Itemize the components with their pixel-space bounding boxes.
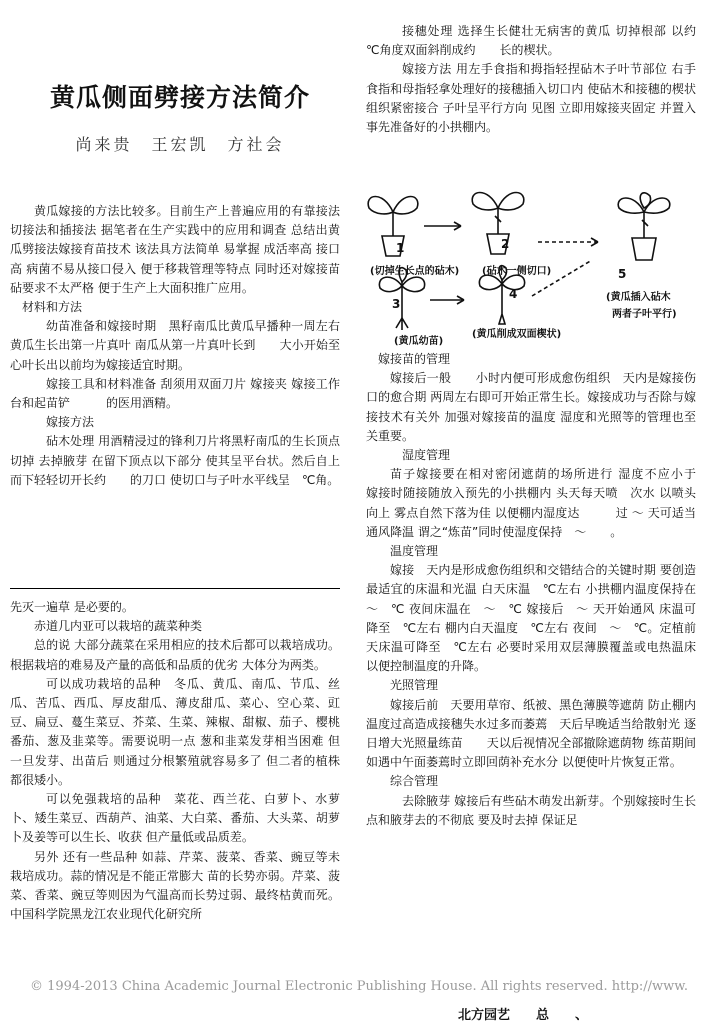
figure-caption: (砧木一侧切口) bbox=[482, 266, 552, 277]
left-bottom-column bbox=[10, 598, 340, 924]
intro-paragraph: 黄瓜嫁接的方法比较多。目前生产上普遍应用的有靠接法 切接法和插接法 据笔者在生产实践中的应用和调查 总结出黄瓜劈接法嫁接育苗技术 该法具方法简单 易掌握 成活率高 接口高 病菌不易从接口侵入 便于移栽管理等特点 同时还对嫁接苗砧要求不太严格 便于生产上大面积推广应用。 bbox=[10, 204, 340, 295]
section-heading-management: 嫁接苗的管理 bbox=[378, 352, 451, 366]
comprehensive-paragraph: 去除腋芽 嫁接后有些砧木萌发出新芽。个别嫁接时生长点和腋芽去的不彻底 要及时去掉 保证足 bbox=[366, 793, 696, 827]
article-authors: 尚来贵 王宏凯 方社会 bbox=[75, 135, 285, 154]
section-heading-materials: 材料和方法 bbox=[22, 300, 83, 315]
rootstock-paragraph: 砧木处理 用酒精浸过的锋利刀片将黑籽南瓜的生长顶点切掉 去掉腋芽 在留下顶点以下部分 使其呈平台状。然后自上而下轻轻切开长约 的刀口 使切口与子叶水平线呈 ℃角。 bbox=[10, 434, 340, 487]
light-paragraph: 嫁接后前 天要用草帘、纸被、黑色薄膜等遮荫 防止棚内温度过高造成接穗失水过多而萎蔫 天后早晚适当给散射光 逐日增大光照量练苗 天以后视情况全部撤除遮荫物 练苗期间如遇中午面萎蔫时立即回荫补充水分 以便使叶片恢复正常。 bbox=[366, 697, 696, 770]
summary-paragraph: 总的说 大部分蔬菜在采用相应的技术后都可以栽培成功。根据栽培的难易及产量的高低和品质的优劣 大体分为两类。 bbox=[10, 638, 340, 672]
subheading-comprehensive: 综合管理 bbox=[390, 774, 439, 789]
tools-paragraph: 嫁接工具和材料准备 刮须用双面刀片 嫁接夹 嫁接工作台和起苗铲 的医用酒精。 bbox=[10, 376, 340, 411]
subheading-light: 光照管理 bbox=[390, 678, 439, 693]
humidity-paragraph: 苗子嫁接要在相对密闭遮荫的场所进行 湿度不应小于 嫁接时随接随放入预先的小拱棚内 头天每天喷 次水 以喷头向上 雾点自然下落为佳 以便棚内湿度达 过 ～ 天可适当通风降温 谓之“炼苗”同时使湿度保持 ～ 。 bbox=[366, 467, 721, 539]
copyright-watermark: © 1994-2013 China Academic Journal Electronic Publishing House. All rights reserved. http://www. bbox=[30, 979, 689, 994]
figure-step-number: 2 bbox=[501, 237, 510, 251]
grafting-diagram-svg bbox=[366, 178, 701, 350]
figure-caption: (黄瓜插入砧木 bbox=[606, 292, 671, 303]
marginal-varieties-paragraph: 可以免强栽培的品种 菜花、西兰花、白萝卜、水萝卜、矮生菜豆、西葫芦、油菜、大白菜、番茄、大头菜、胡萝卜及姜等可以生长、收获 但产量低或品质差。 bbox=[10, 792, 340, 845]
scion-paragraph: 接穗处理 选择生长健壮无病害的黄瓜 切掉根部 以约 ℃角度双面斜削成约 长的楔状。 bbox=[366, 24, 709, 58]
failed-varieties-paragraph: 另外 还有一些品种 如蒜、芹菜、菠菜、香菜、豌豆等未栽培成功。蒜的情况是不能正常膨大 苗的长势亦弱。芹菜、菠菜、香菜、豌豆等则因为气温高而长势过弱、最终枯黄而死。 中国科学院黑龙江农业现代化研究所 bbox=[10, 849, 340, 922]
figure-step-number: 5 bbox=[618, 267, 627, 281]
rootstock-plant-illustration bbox=[368, 197, 418, 257]
subheading-humidity: 湿度管理 bbox=[402, 448, 451, 463]
grafted-seedling-illustration bbox=[618, 193, 670, 260]
management-paragraph: 嫁接后一般 小时内便可形成愈伤组织 天内是嫁接伤口的愈合期 两周左右即可开始正常生长。嫁接成功与否除与嫁接技术有关外 加强对嫁接苗的温度 湿度和光照等的管理也至关重要。 bbox=[366, 371, 696, 443]
figure-caption: (黄瓜幼苗) bbox=[394, 336, 444, 347]
continued-paragraph: 先灭一遍草 是必要的。 bbox=[10, 600, 134, 614]
right-column bbox=[366, 350, 721, 830]
subheading-vegetables: 赤道几内亚可以栽培的蔬菜种类 bbox=[34, 619, 203, 634]
right-top-column bbox=[366, 22, 709, 137]
seedling-paragraph: 幼苗准备和嫁接时期 黑籽南瓜比黄瓜早播种一周左右 黄瓜生长出第一片真叶 南瓜从第一片真叶长到 大小开始至心叶长出以前均为嫁接适宜时期。 bbox=[10, 319, 340, 372]
grafting-method-paragraph: 嫁接方法 用左手食指和拇指轻捏砧木子叶节部位 右手食指和母指轻拿处理好的接穗插入切口内 使砧木和接穗的楔状组织紧密接合 子叶呈平行方向 见图 立即用嫁接夹固定 并置入事先准备好的小拱棚内。 bbox=[366, 62, 696, 135]
divider-line bbox=[10, 588, 340, 589]
subheading-temperature: 温度管理 bbox=[390, 544, 439, 559]
left-column bbox=[10, 202, 340, 490]
figure-step-number: 3 bbox=[392, 297, 401, 311]
successful-varieties-paragraph: 可以成功栽培的品种 冬瓜、黄瓜、南瓜、节瓜、丝瓜、苦瓜、西瓜、厚皮甜瓜、薄皮甜瓜、菜心、空心菜、豇豆、扁豆、蔓生菜豆、芥菜、生菜、辣椒、甜椒、茄子、樱桃番茄、葱及韭菜等。需要说明一点 葱和韭菜发芽相当困难 但一旦发芽、出苗后 则通过分根繁殖就容易多了 但二者的植株都很矮小。 bbox=[10, 676, 340, 787]
journal-footer: 北方园艺 总 、 bbox=[458, 1008, 589, 1023]
figure-caption: (黄瓜削成双面楔状) bbox=[472, 329, 562, 340]
grafting-diagram bbox=[366, 178, 701, 350]
figure-caption: (切掉生长点的砧木) bbox=[370, 266, 460, 277]
figure-caption: 两者子叶平行) bbox=[612, 309, 677, 320]
cut-rootstock-illustration bbox=[472, 193, 524, 255]
figure-step-number: 4 bbox=[509, 287, 518, 301]
section-heading-method: 嫁接方法 bbox=[46, 415, 95, 430]
article-title: 黄瓜侧面劈接方法简介 bbox=[49, 83, 310, 112]
figure-step-number: 1 bbox=[396, 241, 405, 255]
temperature-paragraph: 嫁接 天内是形成愈伤组织和交错结合的关键时期 要创造最适宜的床温和光温 白天床温 ℃左右 小拱棚内温度保持在 ～ ℃ 夜间床温在 ～ ℃ 嫁接后 ～ 天开始通风 床温可降至 ℃左右 棚内白天温度 ℃左右 夜间 ～ ℃。定植前 天床温可降至 ℃左右 必要时采用双层薄膜覆盖或电热温床 以便控制温度的升降。 bbox=[366, 563, 709, 674]
